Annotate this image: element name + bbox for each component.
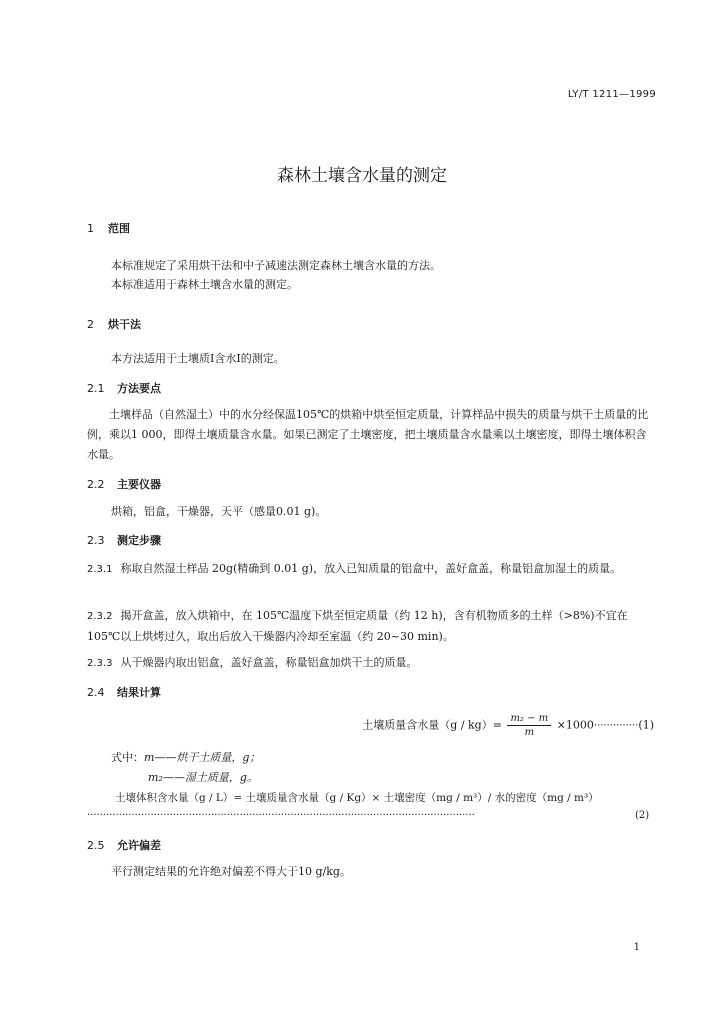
section-number: 2.3 bbox=[87, 534, 105, 547]
section-title: 范围 bbox=[108, 222, 130, 235]
where-label: 式中： bbox=[111, 751, 144, 764]
section-2-heading bbox=[87, 316, 141, 332]
subclause-number: 2.3.2 bbox=[87, 611, 113, 622]
section-2-3-heading bbox=[87, 532, 161, 548]
variable-definition: m——烘干土质量，g； bbox=[144, 751, 261, 764]
section-number: 2.5 bbox=[87, 839, 105, 852]
page-number: 1 bbox=[633, 942, 640, 953]
formula-fraction bbox=[507, 712, 551, 739]
section-title: 测定步骤 bbox=[117, 534, 161, 547]
formula-label: (1) bbox=[638, 718, 654, 732]
fraction-denominator: m bbox=[524, 727, 535, 738]
subclause-text: 揭开盒盖，放入烘箱中，在 105℃温度下烘至恒定质量（约 12 h)，含有机物质多的土样（>8%)不宜在 105℃以上烘烤过久，取出后放入干燥器内冷却至室温（约 20~30 min)。 bbox=[87, 609, 628, 643]
section-title: 允许偏差 bbox=[117, 839, 161, 852]
section-number: 2 bbox=[87, 318, 94, 331]
section-title: 主要仪器 bbox=[117, 478, 161, 491]
standard-code: LY/T 1211—1999 bbox=[567, 89, 656, 100]
section-number: 2.4 bbox=[87, 686, 105, 699]
section-number: 2.1 bbox=[87, 382, 105, 395]
section-2-5-heading bbox=[87, 837, 161, 853]
formula-label: (2) bbox=[635, 810, 650, 821]
subclause-2-3-1 bbox=[87, 559, 657, 580]
section-2-1-heading bbox=[87, 380, 161, 396]
variable-definition: m₂——湿土质量，g。 bbox=[148, 771, 258, 784]
section-title: 结果计算 bbox=[117, 686, 161, 699]
formula-2-leader bbox=[87, 806, 655, 826]
subclause-number: 2.3.3 bbox=[87, 658, 113, 669]
formula-rhs: ×1000 bbox=[556, 718, 594, 732]
formula-1 bbox=[362, 712, 654, 740]
paragraph: 本标准适用于森林土壤含水量的测定。 bbox=[111, 278, 298, 291]
subclause-2-3-3 bbox=[87, 653, 417, 674]
section-title: 烘干法 bbox=[108, 318, 141, 331]
paragraph: 烘箱，铝盒，干燥器，天平（感量0.01 g)。 bbox=[111, 505, 327, 518]
paragraph: 本标准规定了采用烘干法和中子减速法测定森林土壤含水量的方法。 bbox=[111, 259, 441, 272]
formula-2: 土壤体积含水量（g / L）= 土壤质量含水量（g / Kg）× 土壤密度（mg / m³）/ 水的密度（mg / m³） bbox=[115, 792, 599, 804]
paragraph: 土壤样品（自然湿土）中的水分经保温105℃的烘箱中烘至恒定质量，计算样品中损失的质量与烘干土质量的比例，乘以1 000，即得土壤质量含水量。如果已测定了土壤密度，把土壤质量含水量乘以土壤密度，即得土壤体积含水量。 bbox=[87, 408, 649, 461]
where-line-1 bbox=[111, 748, 260, 768]
formula-dots: ·························································································································· bbox=[87, 810, 475, 821]
section-1-heading bbox=[87, 220, 130, 236]
subclause-text: 称取自然湿土样品 20g(精确到 0.01 g)，放入已知质量的铝盒中，盖好盒盖，称量铝盒加湿土的质量。 bbox=[120, 562, 622, 575]
subclause-number: 2.3.1 bbox=[87, 564, 113, 575]
section-number: 1 bbox=[87, 222, 94, 235]
section-title: 方法要点 bbox=[117, 382, 161, 395]
section-2-2-heading bbox=[87, 476, 161, 492]
document-title: 森林土壤含水量的测定 bbox=[277, 166, 447, 186]
formula-dots: ·············· bbox=[593, 720, 639, 732]
paragraph: 平行测定结果的允许绝对偏差不得大于10 g/kg。 bbox=[111, 865, 351, 878]
section-2-4-heading bbox=[87, 684, 161, 700]
formula-lhs: 土壤质量含水量（g / kg）= bbox=[362, 718, 502, 732]
subclause-text: 从干燥器内取出铝盒，盖好盒盖，称量铝盒加烘干土的质量。 bbox=[120, 656, 418, 669]
subclause-2-3-2 bbox=[87, 606, 657, 647]
fraction-numerator: m₂ − m bbox=[507, 712, 551, 726]
section-number: 2.2 bbox=[87, 478, 105, 491]
paragraph: 本方法适用于土壤质I含水I的测定。 bbox=[111, 352, 285, 365]
